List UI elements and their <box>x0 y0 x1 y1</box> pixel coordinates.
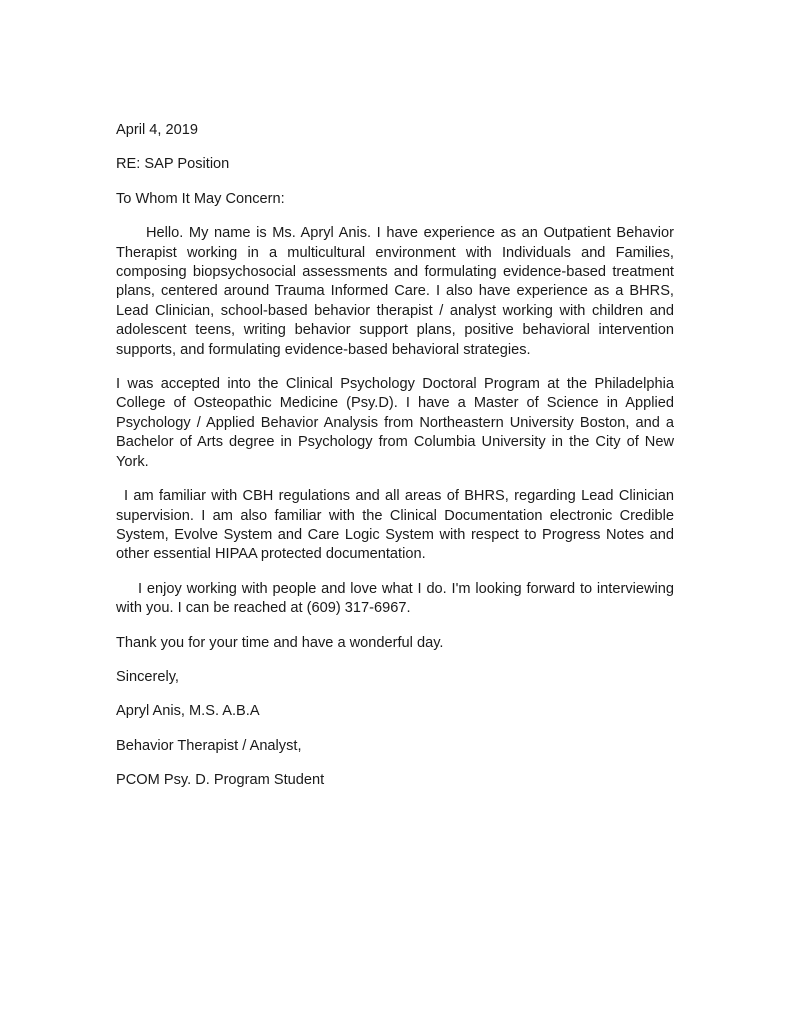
paragraph-systems: I am familiar with CBH regulations and all areas of BHRS, regarding Lead Clinician supervision. I am also familiar with the Clinical Documentation electronic Credible System, Evolve System and Care Logic System with respect to Progress Notes and other essential HIPAA protected documentation. <box>116 488 674 563</box>
signature-title: Behavior Therapist / Analyst, <box>116 737 302 754</box>
signature-name: Apryl Anis, M.S. A.B.A <box>116 703 260 720</box>
signature-program: PCOM Psy. D. Program Student <box>116 772 325 789</box>
letter-closing: Sincerely, <box>116 668 179 685</box>
letter-date: April 4, 2019 <box>116 122 198 138</box>
letter-thanks: Thank you for your time and have a wonderful day. <box>116 634 444 651</box>
letter-salutation: To Whom It May Concern: <box>116 190 285 207</box>
paragraph-education: I was accepted into the Clinical Psychology Doctoral Program at the Philadelphia College of Osteopathic Medicine (Psy.D). I have a Master of Science in Applied Psychology / Applied Behavior Analysis from Northeastern University Boston, and a Bachelor of Arts degree in Psychology from Columbia University in the City of New York. <box>116 376 674 470</box>
letter-subject: RE: SAP Position <box>116 156 230 173</box>
paragraph-experience: Hello. My name is Ms. Apryl Anis. I have experience as an Outpatient Behavior Therapist working in a multicultural environment with Individuals and Families, composing biopsychosocial assessments and formulating evidence-based treatment plans, centered around Trauma Informed Care. I also have experience as a BHRS, Lead Clinician, school-based behavior therapist / analyst working with children and adolescent teens, writing behavior support plans, positive behavioral intervention supports, and formulating evidence-based behavioral strategies. <box>116 225 674 358</box>
paragraph-contact: I enjoy working with people and love what I do. I'm looking forward to interviewing with you. I can be reached at (609) 317-6967. <box>116 580 674 617</box>
letter-page <box>116 121 674 806</box>
